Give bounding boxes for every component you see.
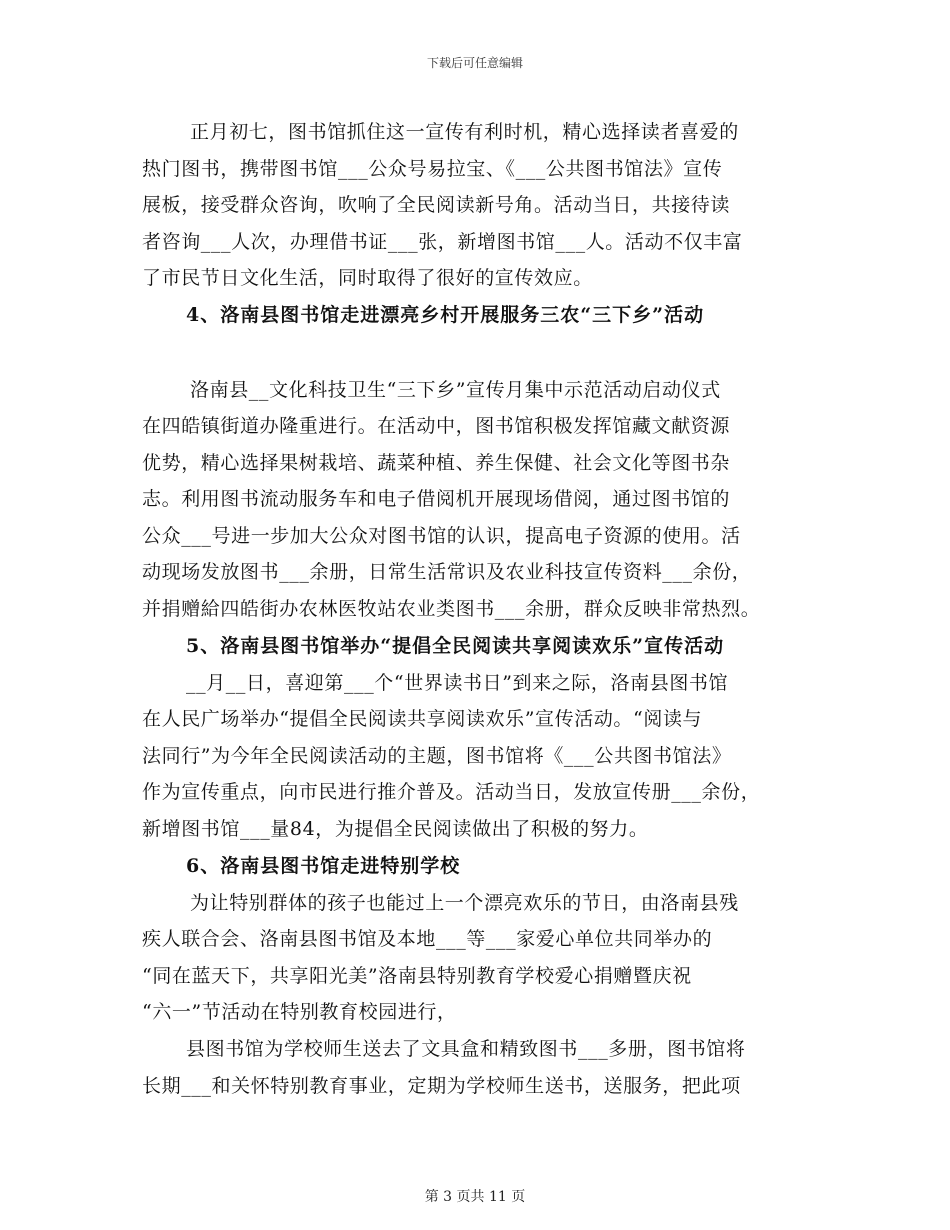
section-heading: 5、洛南县图书馆举办“提倡全民阅读共享阅读欢乐”宣传活动 xyxy=(186,635,725,657)
section-heading: 4、洛南县图书馆走进漂亮乡村开展服务三农“三下乡”活动 xyxy=(186,304,705,326)
paragraph-line: 了市民节日文化生活，同时取得了很好的宣传效应。 xyxy=(142,267,593,289)
paragraph-line: 热门图书，携带图书馆___公众号易拉宝、《___公共图书馆法》宣传 xyxy=(142,158,723,180)
paragraph-line: 疾人联合会、洛南县图书馆及本地___等___家爱心单位共同举办的 xyxy=(142,928,713,950)
paragraph-line: 洛南县__文化科技卫生“三下乡”宣传月集中示范活动启动仪式 xyxy=(190,379,721,401)
paragraph-line: “六一”节活动在特别教育校园进行， xyxy=(142,1001,457,1023)
paragraph-line: 志。利用图书流动服务车和电子借阅机开展现场借阅，通过图书馆的 xyxy=(142,488,731,510)
paragraph-line: __月__日，喜迎第___个“世界读书日”到来之际，洛南县图书馆 xyxy=(186,672,729,694)
paragraph-line: 新增图书馆___量84，为提倡全民阅读做出了积极的努力。 xyxy=(142,818,649,840)
paragraph-line: 在四皓镇街道办隆重进行。在活动中，图书馆积极发挥馆藏文献资源 xyxy=(142,415,731,437)
section-heading: 6、洛南县图书馆走进特别学校 xyxy=(186,855,461,877)
paragraph-line: 者咨询___人次，办理借书证___张，新增图书馆___人。活动不仅丰富 xyxy=(142,231,743,253)
paragraph-line: 作为宣传重点，向市民进行推介普及。活动当日，发放宣传册___余份， xyxy=(142,781,761,803)
paragraph-line: 为让特别群体的孩子也能过上一个漂亮欢乐的节日，由洛南县残 xyxy=(190,892,739,914)
paragraph-line: 在人民广场举办“提倡全民阅读共享阅读欢乐”宣传活动。“阅读与 xyxy=(142,708,703,730)
paragraph-line: 动现场发放图书___余册，日常生活常识及农业科技宣传资料___余份， xyxy=(142,561,752,583)
page-header: 下载后可任意编辑 xyxy=(426,56,523,70)
paragraph-line: 公众___号进一步加大公众对图书馆的认识，提高电子资源的使用。活 xyxy=(142,525,741,547)
paragraph-line: 优势，精心选择果树栽培、蔬菜种植、养生保健、社会文化等图书杂 xyxy=(142,452,731,474)
paragraph-line: 并捐赠給四皓街办农林医牧站农业类图书___余册，群众反映非常热烈。 xyxy=(142,598,761,620)
page-footer: 第 3 页共 11 页 xyxy=(424,1189,526,1205)
paragraph-line: “同在蓝天下，共享阳光美”洛南县特别教育学校爱心捐赠暨庆祝 xyxy=(142,965,692,987)
paragraph-line: 县图书馆为学校师生送去了文具盒和精致图书___多册，图书馆将 xyxy=(186,1038,746,1060)
paragraph-line: 长期___和关怀特别教育事业，定期为学校师生送书，送服务，把此项 xyxy=(142,1075,741,1097)
paragraph-line: 正月初七，图书馆抓住这一宣传有利时机，精心选择读者喜爱的 xyxy=(190,121,739,143)
paragraph-line: 展板，接受群众咨询，吹响了全民阅读新号角。活动当日，共接待读 xyxy=(142,194,731,216)
paragraph-line: 法同行”为今年全民阅读活动的主题，图书馆将《___公共图书馆法》 xyxy=(142,745,732,767)
